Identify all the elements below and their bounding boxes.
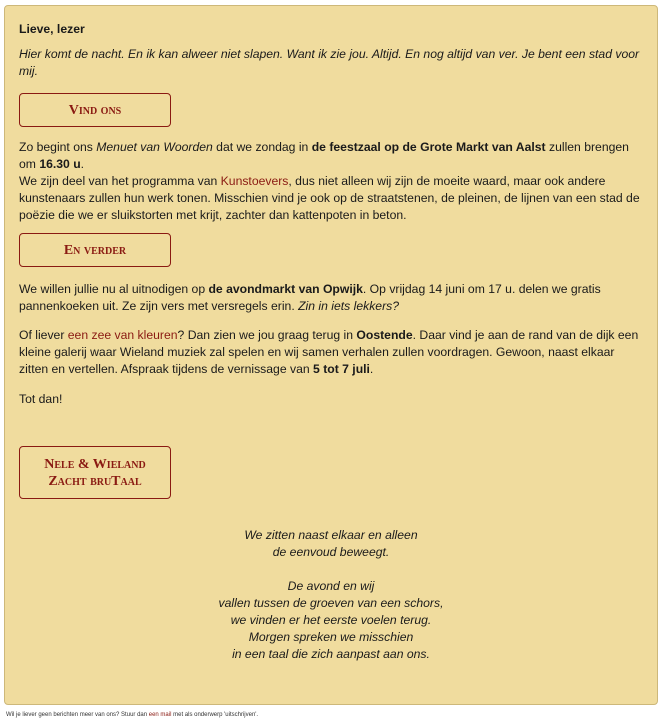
poem [19, 527, 643, 663]
poem-line: in een taal die zich aanpast aan ons. [232, 647, 430, 661]
find-us-button[interactable]: Vind ons [19, 93, 171, 127]
poem-line: de eenvoud beweegt. [272, 545, 390, 559]
paragraph-opwijk: We willen jullie nu al uitnodigen op de avondmarkt van Opwijk. Op vrijdag 14 juni om 17 u. delen we gratis pannenkoeken uit. Ze zijn vers met versregels erin. Zin in iets lekkers? [19, 282, 601, 313]
more-button[interactable]: En verder [19, 233, 171, 267]
signature-button[interactable] [19, 446, 171, 499]
signature-line-1: Nele & Wieland [44, 457, 146, 472]
signature-line-2: Zacht bruTaal [48, 474, 142, 489]
greeting: Lieve, lezer [19, 22, 85, 36]
unsubscribe-mail-link[interactable]: een mail [148, 712, 172, 718]
paragraph-aalst: Zo begint ons Menuet van Woorden dat we zondag in de feestzaal op de Grote Markt van Aalst zullen brengen om 16.30 u. We zijn deel van het programma van Kunstoevers, dus niet alleen wij zijn de moeite waard, maar ook andere kunstenaars zullen hun werk tonen. Misschien vind je ook op de straatstenen, de pleinen, de lijnen van een stad de poëzie die we er sluikstorten met krijt, zachter dan kattenpoten in beton. [19, 140, 640, 222]
poem-line: Morgen spreken we misschien [248, 630, 414, 644]
poem-line: we vinden er het eerste voelen terug. [230, 613, 432, 627]
zee-van-kleuren-link[interactable]: een zee van kleuren [67, 328, 178, 342]
poem-line: De avond en wij [287, 579, 375, 593]
paragraph-oostende: Of liever een zee van kleuren? Dan zien we jou graag terug in Oostende. Daar vind je aan de rand van de dijk een kleine galerij waar Wieland muziek zal spelen en wij samen verhalen zullen voordragen. Gewoon, naast elkaar zitten en vertellen. Afspraak tijdens de vernissage van 5 tot 7 juli. [19, 328, 639, 376]
kunstoevers-link[interactable]: Kunstoevers [220, 174, 289, 188]
intro-text: Hier komt de nacht. En ik kan alweer niet slapen. Want ik zie jou. Altijd. En nog altijd van ver. Je bent een stad voor mij. [19, 47, 640, 78]
unsubscribe-note: Wil je liever geen berichten meer van ons? Stuur dan een mail met als onderwerp 'uitschrijven'. [6, 712, 259, 718]
poem-line: We zitten naast elkaar en alleen [244, 528, 418, 542]
closing-text: Tot dan! [19, 392, 63, 406]
poem-line: vallen tussen de groeven van een schors, [218, 596, 444, 610]
newsletter-card [4, 5, 658, 705]
